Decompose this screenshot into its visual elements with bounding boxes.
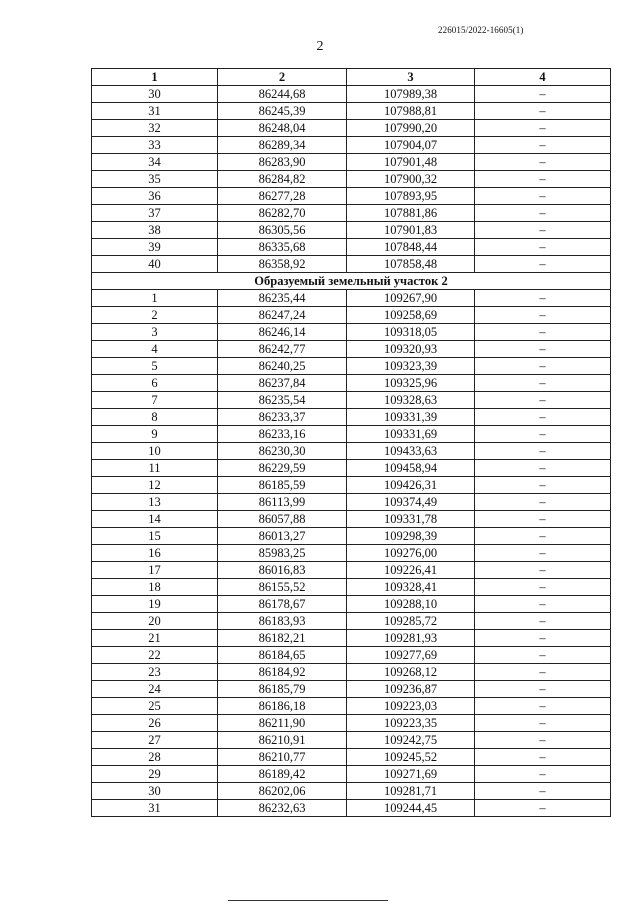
x-coordinate-cell: 86237,84 <box>218 375 347 392</box>
y-coordinate-cell: 109318,05 <box>347 324 475 341</box>
x-coordinate-cell: 86013,27 <box>218 528 347 545</box>
note-cell: – <box>475 630 611 647</box>
y-coordinate-cell: 109331,39 <box>347 409 475 426</box>
y-coordinate-cell: 107893,95 <box>347 188 475 205</box>
x-coordinate-cell: 86211,90 <box>218 715 347 732</box>
table-row <box>92 715 611 732</box>
table-row <box>92 239 611 256</box>
table-row <box>92 545 611 562</box>
point-number-cell: 29 <box>92 766 218 783</box>
column-header: 4 <box>475 69 611 86</box>
point-number-cell: 26 <box>92 715 218 732</box>
point-number-cell: 6 <box>92 375 218 392</box>
y-coordinate-cell: 109223,03 <box>347 698 475 715</box>
point-number-cell: 27 <box>92 732 218 749</box>
table-row <box>92 766 611 783</box>
point-number-cell: 7 <box>92 392 218 409</box>
table-row <box>92 460 611 477</box>
point-number-cell: 13 <box>92 494 218 511</box>
note-cell: – <box>475 664 611 681</box>
coordinates-table <box>91 68 611 817</box>
x-coordinate-cell: 86335,68 <box>218 239 347 256</box>
note-cell: – <box>475 494 611 511</box>
table-row <box>92 324 611 341</box>
y-coordinate-cell: 109331,69 <box>347 426 475 443</box>
point-number-cell: 5 <box>92 358 218 375</box>
point-number-cell: 10 <box>92 443 218 460</box>
x-coordinate-cell: 86182,21 <box>218 630 347 647</box>
table-row <box>92 205 611 222</box>
note-cell: – <box>475 596 611 613</box>
x-coordinate-cell: 86189,42 <box>218 766 347 783</box>
point-number-cell: 17 <box>92 562 218 579</box>
table-row <box>92 171 611 188</box>
point-number-cell: 8 <box>92 409 218 426</box>
y-coordinate-cell: 109271,69 <box>347 766 475 783</box>
x-coordinate-cell: 86057,88 <box>218 511 347 528</box>
note-cell: – <box>475 545 611 562</box>
point-number-cell: 39 <box>92 239 218 256</box>
y-coordinate-cell: 109242,75 <box>347 732 475 749</box>
y-coordinate-cell: 107989,38 <box>347 86 475 103</box>
table-row <box>92 732 611 749</box>
note-cell: – <box>475 562 611 579</box>
table-row <box>92 477 611 494</box>
y-coordinate-cell: 107990,20 <box>347 120 475 137</box>
point-number-cell: 33 <box>92 137 218 154</box>
y-coordinate-cell: 109276,00 <box>347 545 475 562</box>
x-coordinate-cell: 86248,04 <box>218 120 347 137</box>
point-number-cell: 20 <box>92 613 218 630</box>
y-coordinate-cell: 107848,44 <box>347 239 475 256</box>
table-row <box>92 392 611 409</box>
y-coordinate-cell: 109285,72 <box>347 613 475 630</box>
note-cell: – <box>475 732 611 749</box>
x-coordinate-cell: 86240,25 <box>218 358 347 375</box>
point-number-cell: 35 <box>92 171 218 188</box>
note-cell: – <box>475 154 611 171</box>
table-row <box>92 256 611 273</box>
table-row <box>92 562 611 579</box>
x-coordinate-cell: 86185,79 <box>218 681 347 698</box>
point-number-cell: 11 <box>92 460 218 477</box>
table-row <box>92 188 611 205</box>
note-cell: – <box>475 358 611 375</box>
y-coordinate-cell: 109226,41 <box>347 562 475 579</box>
x-coordinate-cell: 86235,54 <box>218 392 347 409</box>
table-row <box>92 528 611 545</box>
note-cell: – <box>475 426 611 443</box>
point-number-cell: 28 <box>92 749 218 766</box>
x-coordinate-cell: 86283,90 <box>218 154 347 171</box>
y-coordinate-cell: 109331,78 <box>347 511 475 528</box>
x-coordinate-cell: 85983,25 <box>218 545 347 562</box>
note-cell: – <box>475 103 611 120</box>
x-coordinate-cell: 86184,65 <box>218 647 347 664</box>
y-coordinate-cell: 109258,69 <box>347 307 475 324</box>
x-coordinate-cell: 86210,77 <box>218 749 347 766</box>
point-number-cell: 23 <box>92 664 218 681</box>
x-coordinate-cell: 86183,93 <box>218 613 347 630</box>
section-title: Образуемый земельный участок 2 <box>92 273 611 290</box>
y-coordinate-cell: 107901,48 <box>347 154 475 171</box>
y-coordinate-cell: 109244,45 <box>347 800 475 817</box>
x-coordinate-cell: 86185,59 <box>218 477 347 494</box>
note-cell: – <box>475 256 611 273</box>
x-coordinate-cell: 86186,18 <box>218 698 347 715</box>
y-coordinate-cell: 109328,63 <box>347 392 475 409</box>
point-number-cell: 12 <box>92 477 218 494</box>
note-cell: – <box>475 800 611 817</box>
point-number-cell: 31 <box>92 103 218 120</box>
y-coordinate-cell: 109267,90 <box>347 290 475 307</box>
y-coordinate-cell: 107988,81 <box>347 103 475 120</box>
x-coordinate-cell: 86233,37 <box>218 409 347 426</box>
table-row <box>92 596 611 613</box>
point-number-cell: 16 <box>92 545 218 562</box>
document-number: 226015/2022-16605(1) <box>438 25 524 35</box>
note-cell: – <box>475 647 611 664</box>
y-coordinate-cell: 109325,96 <box>347 375 475 392</box>
section-title-row <box>92 273 611 290</box>
section-1-rows <box>92 86 611 273</box>
x-coordinate-cell: 86247,24 <box>218 307 347 324</box>
point-number-cell: 18 <box>92 579 218 596</box>
note-cell: – <box>475 392 611 409</box>
table-row <box>92 120 611 137</box>
point-number-cell: 2 <box>92 307 218 324</box>
point-number-cell: 15 <box>92 528 218 545</box>
point-number-cell: 36 <box>92 188 218 205</box>
y-coordinate-cell: 109298,39 <box>347 528 475 545</box>
x-coordinate-cell: 86178,67 <box>218 596 347 613</box>
note-cell: – <box>475 477 611 494</box>
note-cell: – <box>475 86 611 103</box>
y-coordinate-cell: 109426,31 <box>347 477 475 494</box>
y-coordinate-cell: 109288,10 <box>347 596 475 613</box>
table-row <box>92 698 611 715</box>
note-cell: – <box>475 171 611 188</box>
table-row <box>92 409 611 426</box>
note-cell: – <box>475 239 611 256</box>
column-header: 2 <box>218 69 347 86</box>
x-coordinate-cell: 86284,82 <box>218 171 347 188</box>
y-coordinate-cell: 109458,94 <box>347 460 475 477</box>
x-coordinate-cell: 86277,28 <box>218 188 347 205</box>
note-cell: – <box>475 375 611 392</box>
x-coordinate-cell: 86232,63 <box>218 800 347 817</box>
x-coordinate-cell: 86305,56 <box>218 222 347 239</box>
y-coordinate-cell: 109281,93 <box>347 630 475 647</box>
note-cell: – <box>475 290 611 307</box>
note-cell: – <box>475 443 611 460</box>
note-cell: – <box>475 579 611 596</box>
note-cell: – <box>475 222 611 239</box>
y-coordinate-cell: 109374,49 <box>347 494 475 511</box>
x-coordinate-cell: 86229,59 <box>218 460 347 477</box>
point-number-cell: 1 <box>92 290 218 307</box>
table-row <box>92 579 611 596</box>
note-cell: – <box>475 681 611 698</box>
table-row <box>92 749 611 766</box>
x-coordinate-cell: 86245,39 <box>218 103 347 120</box>
table-row <box>92 358 611 375</box>
x-coordinate-cell: 86155,52 <box>218 579 347 596</box>
table-row <box>92 443 611 460</box>
point-number-cell: 31 <box>92 800 218 817</box>
x-coordinate-cell: 86235,44 <box>218 290 347 307</box>
table-row <box>92 681 611 698</box>
column-header: 3 <box>347 69 475 86</box>
point-number-cell: 9 <box>92 426 218 443</box>
point-number-cell: 38 <box>92 222 218 239</box>
y-coordinate-cell: 109433,63 <box>347 443 475 460</box>
x-coordinate-cell: 86358,92 <box>218 256 347 273</box>
table-row <box>92 511 611 528</box>
point-number-cell: 30 <box>92 86 218 103</box>
x-coordinate-cell: 86242,77 <box>218 341 347 358</box>
y-coordinate-cell: 109320,93 <box>347 341 475 358</box>
note-cell: – <box>475 613 611 630</box>
x-coordinate-cell: 86233,16 <box>218 426 347 443</box>
note-cell: – <box>475 188 611 205</box>
x-coordinate-cell: 86202,06 <box>218 783 347 800</box>
table-row <box>92 375 611 392</box>
note-cell: – <box>475 205 611 222</box>
bottom-rule <box>228 900 388 901</box>
point-number-cell: 24 <box>92 681 218 698</box>
table-row <box>92 154 611 171</box>
x-coordinate-cell: 86244,68 <box>218 86 347 103</box>
point-number-cell: 37 <box>92 205 218 222</box>
y-coordinate-cell: 109277,69 <box>347 647 475 664</box>
note-cell: – <box>475 324 611 341</box>
page-number: 2 <box>316 39 324 54</box>
y-coordinate-cell: 107904,07 <box>347 137 475 154</box>
y-coordinate-cell: 107900,32 <box>347 171 475 188</box>
y-coordinate-cell: 109223,35 <box>347 715 475 732</box>
note-cell: – <box>475 409 611 426</box>
x-coordinate-cell: 86113,99 <box>218 494 347 511</box>
table-row <box>92 137 611 154</box>
point-number-cell: 40 <box>92 256 218 273</box>
section-2-rows <box>92 290 611 817</box>
y-coordinate-cell: 109236,87 <box>347 681 475 698</box>
note-cell: – <box>475 511 611 528</box>
y-coordinate-cell: 107858,48 <box>347 256 475 273</box>
x-coordinate-cell: 86210,91 <box>218 732 347 749</box>
y-coordinate-cell: 109328,41 <box>347 579 475 596</box>
x-coordinate-cell: 86246,14 <box>218 324 347 341</box>
point-number-cell: 19 <box>92 596 218 613</box>
table-row <box>92 341 611 358</box>
table-row <box>92 426 611 443</box>
x-coordinate-cell: 86289,34 <box>218 137 347 154</box>
table-row <box>92 103 611 120</box>
table-row <box>92 664 611 681</box>
point-number-cell: 14 <box>92 511 218 528</box>
y-coordinate-cell: 109245,52 <box>347 749 475 766</box>
table-header-row <box>92 69 611 86</box>
table-row <box>92 307 611 324</box>
note-cell: – <box>475 460 611 477</box>
point-number-cell: 32 <box>92 120 218 137</box>
table-row <box>92 800 611 817</box>
note-cell: – <box>475 307 611 324</box>
y-coordinate-cell: 109323,39 <box>347 358 475 375</box>
note-cell: – <box>475 698 611 715</box>
note-cell: – <box>475 783 611 800</box>
point-number-cell: 30 <box>92 783 218 800</box>
point-number-cell: 25 <box>92 698 218 715</box>
note-cell: – <box>475 120 611 137</box>
column-header: 1 <box>92 69 218 86</box>
y-coordinate-cell: 107901,83 <box>347 222 475 239</box>
y-coordinate-cell: 107881,86 <box>347 205 475 222</box>
table-row <box>92 783 611 800</box>
note-cell: – <box>475 715 611 732</box>
y-coordinate-cell: 109268,12 <box>347 664 475 681</box>
table-row <box>92 630 611 647</box>
table-row <box>92 86 611 103</box>
y-coordinate-cell: 109281,71 <box>347 783 475 800</box>
table-row <box>92 290 611 307</box>
x-coordinate-cell: 86184,92 <box>218 664 347 681</box>
x-coordinate-cell: 86282,70 <box>218 205 347 222</box>
point-number-cell: 21 <box>92 630 218 647</box>
point-number-cell: 34 <box>92 154 218 171</box>
point-number-cell: 3 <box>92 324 218 341</box>
note-cell: – <box>475 137 611 154</box>
point-number-cell: 4 <box>92 341 218 358</box>
table-row <box>92 613 611 630</box>
note-cell: – <box>475 749 611 766</box>
note-cell: – <box>475 528 611 545</box>
table-row <box>92 647 611 664</box>
table-row <box>92 222 611 239</box>
note-cell: – <box>475 341 611 358</box>
x-coordinate-cell: 86230,30 <box>218 443 347 460</box>
note-cell: – <box>475 766 611 783</box>
point-number-cell: 22 <box>92 647 218 664</box>
x-coordinate-cell: 86016,83 <box>218 562 347 579</box>
table-row <box>92 494 611 511</box>
